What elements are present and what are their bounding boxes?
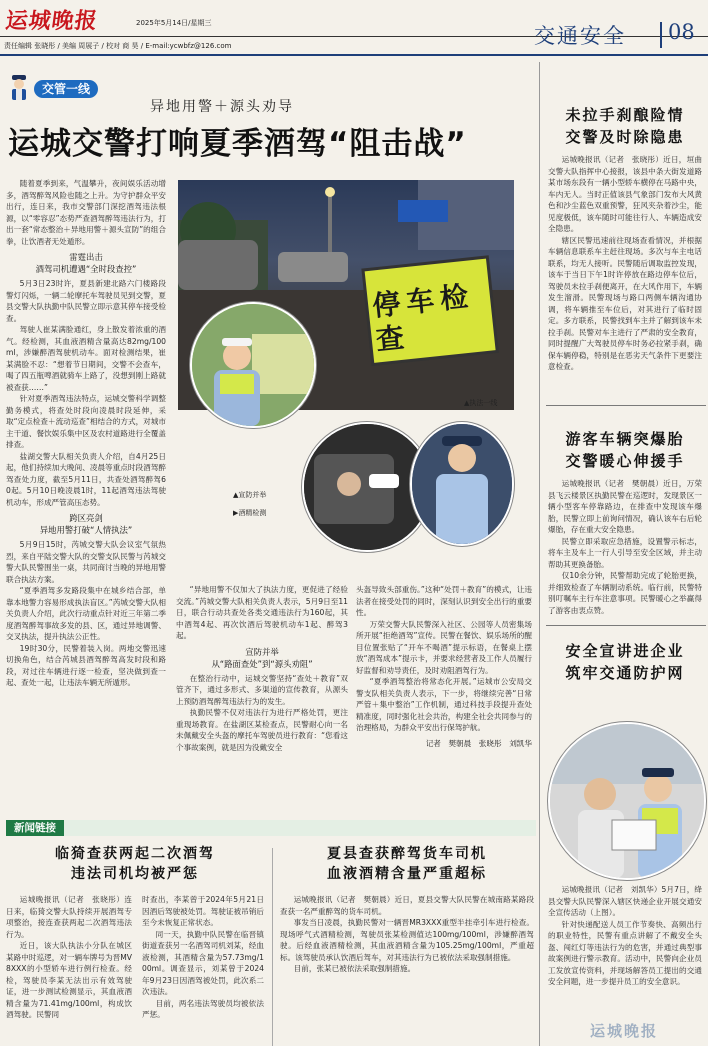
byline: 记者 樊朝晨 张晓彤 刘凯华 [425,738,532,748]
paragraph: 运城晚报讯（记者 张晓彤）近日，垣曲交警大队指挥中心接报，该县中条大街发道路某市场东段有一辆小型轿车横停在马路中央，车内无人。当时正值该县气象部门发布大风黄色和沙尘蓝色双重预警，狂风夹杂着沙尘，能见度极低，该车随时可能往行人、车辆造成安全隐患。 [548,155,702,233]
inset-photo-officer [190,302,316,428]
paragraph: 盐湖交警大队相关负责人介绍，自4月25日起，他们持续加大晚间、凌晨等重点时段酒驾醉驾查处力度，截至5月11日，共查处酒驾醉驾60起。5月10日晚凌晨1时，11起酒驾违法驾驶机动车，形成严管高压态势。 [6,451,166,507]
paragraph: 运城晚报讯（记者 刘凯华）5月7日，绛县交警大队民警深入辖区快递企业开展交通安全宣传活动（上图）。 [548,885,702,917]
column-tag: 交管一线 [34,80,98,98]
sidebar-story-3 [548,640,702,684]
paragraph: 运城晚报讯（记者 樊朝晨）近日，万荣县飞云楼景区执勤民警在巡逻时，发现景区一辆小型客车停靠路边，在排查中发现该车爆胎，民警立即上前询问情况，确认该车右后轮爆胎，存在重大安全隐患。 [548,479,702,534]
sidebar-headline-3: 安全宣讲进企业 筑牢交通防护网 [565,642,685,682]
inset-photo-officer-2 [410,422,514,546]
traffic-police-icon [8,75,30,101]
news-link-band [6,820,536,836]
lead-kicker: 异地用警＋源头劝导 [150,99,294,115]
paragraph: 针对快递配送人员工作节奏快、高频出行的职业特性，民警有重点讲解了不戴安全头盔、闯红灯等违法行为的危害，并通过典型事故案例进行警示教育。活动中，民警向企业员工发放宣传资料，并现场解答员工提出的交通安全问题，进一步提升员工的安全意识。 [548,919,702,986]
sidebar-story-2 [548,428,702,616]
paragraph: 5月9日15时，芮城交警大队会议室气氛热烈，来自平陆交警大队的交警支队民警与芮城交警大队民警围坐一桌，共同商讨当晚的异地用警联合执法方案。 [6,540,166,584]
credits-line: 责任编辑 张晓彤 / 美编 周展子 / 校对 商 昊 / E-mail:ycwbfz@126.com [4,42,232,50]
paragraph: 目前，张某已被依法采取强制措施。 [293,964,416,973]
news-right-headline: 夏县查获醉驾货车司机 血液酒精含量严重超标 [327,846,487,882]
news-link-label: 新闻链接 [6,820,64,836]
caption-a: ▲宣防并举 [233,491,267,499]
paragraph: “夏季酒驾整治将常态化开展。”运城市公安局交警支队相关负责人表示，下一步，将继续完善“日常严管＋集中整治”工作机制，通过科技手段提升查处精准度，同时强化社会共治，构建全社会共同参与的治理格局，为群众平安出行保驾护航。 [356,677,532,732]
paragraph: “夏季酒驾多发路段集中在城乡结合部，单靠本地警力容易形成执法盲区。”芮城交警大队相关负责人介绍，此次行动重点针对近三年第二季度酒驾醉驾事故多发的县、区，通过异地调警、交叉执法，提升执法公正性。 [6,586,166,641]
news-link-left [6,844,264,1021]
paragraph: 同一天，执勤中队民警在临晋镇街道查获另一名酒驾司机刘某，经血液检测，其酒精含量为57.73mg/100ml。调查显示，刘某曾于2024年9月23日因酒驾被处罚，此次系二次违法。 [142,929,264,996]
news-link-right [280,844,534,975]
paragraph: 近日，该大队执法小分队在城区某路中时巡逻，对一辆车牌号为晋MV8XXX的小型轿车进行例行检查。经检，驾驶员李某无法出示有效驾驶证，进一步测试检测显示，其血液酒精含量为71.41mg/100ml，构成饮酒驾驶。民警同 [6,941,132,1019]
page-number: 08 [668,20,695,44]
lead-column-mid [176,584,348,753]
paragraph: 运城晚报讯（记者 张晓彤）连日来，临猗交警大队持续开展酒驾专项整治，接连查获两起二次酒驾违法行为。 [6,895,132,939]
newspaper-logo: 运城晚报 [3,8,100,34]
sidebar-headline-1: 未拉手刹酿险情 交警及时除隐患 [565,106,685,146]
lead-column-left [6,178,166,689]
paragraph: 辖区民警迅速前往现场查看情况，并根据车辆信息联系车主赶往现场。多次与车主电话联系，均无人接听。民警随后调取监控发现，该车于当日下午1时许停放在路边停车位后，驾驶员未拉手刹便离开，在大风作用下，车辆发生溜滑。民警现场与路口两侧车辆沟通协调，将车辆推至车位后，对其进行了临时固定。多方联系，民警找到车主并了解到该车未拉手刹。民警对车主进行了严肃的安全教育，同时提醒广大驾驶员停车时务必拉紧手刹，确保车辆停稳，特别是在恶劣天气条件下更要注意检查。 [548,235,702,371]
lead-headline: 运城交警打响夏季酒驾“阻击战” [8,126,467,162]
paragraph: 事发当日凌晨，执勤民警对一辆晋MR3XXX重型半挂牵引车进行检查。现场呼气式酒精检测，驾驶员张某检测值达100mg/100ml，涉嫌醉酒驾驶。后经血液酒精检测，其血液酒精含量为105.25mg/100ml，严重超标。该驾驶员承认饮酒后驾车，对其违法行为已被依法采取强制措施。 [280,918,534,962]
sidebar-story-1 [548,104,702,373]
paragraph: 仅10余分钟，民警帮助完成了轮胎更换，并细致检查了车辆制动系统。临行前，民警特别叮嘱车主行车注意事项。民警暖心之举赢得了游客由衷点赞。 [548,571,702,615]
lead-intro: 随着夏季到来，气温攀升，夜间娱乐活动增多，酒驾醉驾风险也随之上升。为守护群众平安出行，连日来，我市交警部门深挖酒驾违法根源，以“零容忍”态势严查酒驾醉驾违法行为，打出一套“常态整治＋异地用警＋源头宣防”的组合拳，让饮酒者无处遁形。 [6,179,166,246]
paragraph: 执勤民警不仅对违法行为进行严格处罚，更注重现场教育。在盐湖区某检查点，民警耐心向一名未佩戴安全头盔的摩托车驾驶员进行教育：“您看这个事故案例，就是因为没戴安全 [176,708,348,752]
sidebar-photo-courier [548,722,706,880]
subhead-3: 宣防并举 从“路面查处”到“源头劝阻” [211,646,313,669]
sidebar-headline-2: 游客车辆突爆胎 交警暖心伸援手 [565,430,685,470]
date-line: 2025年5月14日/星期三 [136,19,212,27]
paragraph: “异地用警不仅加大了执法力度，更促进了经验交流。”芮城交警大队相关负责人表示，5月9日至11日，联合行动共查处各类交通违法行为160起，其中酒驾4起、再次饮酒后驾驶机动车1起、醉驾3起。 [176,585,348,640]
paragraph: 在整治行动中，运城交警坚持“查处＋教育”双管齐下，通过多形式、多渠道的宣传教育，从源头上预防酒驾醉驾违法行为的发生。 [176,673,348,706]
watermark: 运城晚报 [590,1022,659,1040]
paragraph: 万荣交警大队民警深入社区、公园等人员密集场所开展“拒绝酒驾”宣传。民警在餐饮、娱乐场所的醒目位置张贴了“开车不喝酒”提示标语，在餐桌上摆放“酒驾成本”提示卡，并要求经营者及工作人员履行好监督和劝导责任，及时劝阻酒驾行为。 [356,619,532,675]
paragraph: 19时30分，民警着装入岗。两地交警迅速切换角色，结合芮城县酒驾醉驾高发时段和路段，对过往车辆进行逐一检查，坚决做到查一起、查处一起，让违法车辆无所遁形。 [6,643,166,687]
subhead-1: 雷霆出击 酒驾司机遭遇“全时段查控” [35,252,137,274]
section-divider [660,22,662,48]
paragraph: 针对夏季酒驾违法特点，运城交警科学调整勤务模式，将查处时段向凌晨时段延伸，采取“定点检查＋流动巡查”相结合的方式，对城市主干道、餐饮娱乐集中区及农村道路进行全覆盖排查。 [6,394,166,449]
paragraph: 驾驶人崔某满脸通红，身上散发着浓重的酒气。经检测，其血液酒精含量高达82mg/100ml，涉嫌醉酒驾驶机动车。面对检测结果，崔某满脸不忍：“想着节日期间，交警不会查车，喝了四五瓶啤酒就骑车上路了，没想到刚上路就被查获……” [6,325,166,392]
news-left-headline: 临猗查获两起二次酒驾 违法司机均被严惩 [55,846,215,882]
masthead [0,0,708,60]
paragraph: 5月3日23时许，夏县新建北路六门楼路段警灯闪烁，一辆二轮摩托车驾驶员见到交警，夏县交警大队执勤中队民警立即示意其停车接受检查。 [6,279,166,323]
paragraph: 时查出，李某曾于2024年5月21日因酒后驾驶被处罚。驾驶证被吊销后至今未恢复正常状态。 [142,895,264,927]
caption-b: ▶酒精检测 [233,509,267,517]
paragraph: 民警立即采取应急措施，设置警示标志，将车主及车上一行人引导至安全区域，并主动帮助其更换备胎。 [548,536,702,569]
sidebar-story-3-body [548,884,702,988]
lead-column-right [356,584,532,749]
caption-main: ▲执法一线 [464,399,498,407]
subhead-2: 跨区亮剑 异地用警打破“人情执法” [39,513,133,535]
section-title: 交通安全 [534,24,626,48]
paragraph: 运城晚报讯（记者 樊朝晨）近日，夏县交警大队民警在城南路某路段查获一名严重醉驾的货车司机。 [280,895,534,916]
paragraph: 头盔导致头部重伤。”这种“处罚＋教育”的模式，让违法者在接受处罚的同时，深刻认识到安全出行的重要性。 [356,585,532,617]
paragraph: 目前，两名违法驾驶员均被依法严惩。 [142,998,264,1019]
checkpoint-sign: 停车检查 [370,279,476,357]
